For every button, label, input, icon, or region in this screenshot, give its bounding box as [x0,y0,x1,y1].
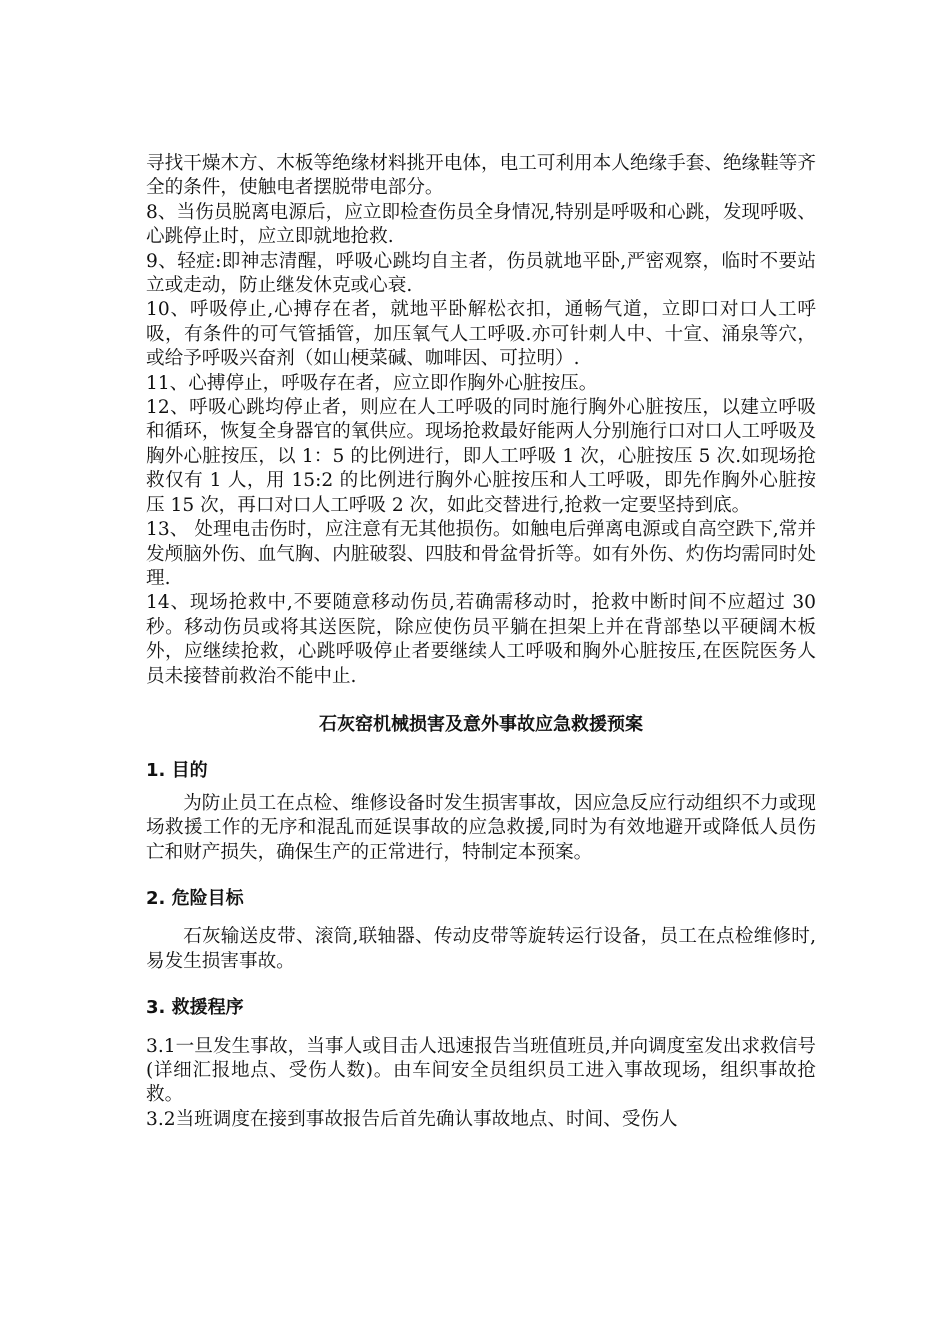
paragraph-item-8: 8、当伤员脱离电源后，应立即检查伤员全身情况,特别是呼吸和心跳，发现呼吸、心跳停止时，应立即就地抢救. [146,201,816,248]
paragraph-item-12: 12、呼吸心跳均停止者，则应在人工呼吸的同时施行胸外心脏按压，以建立呼吸和循环，恢复全身器官的氧供应。现场抢救最好能两人分别施行口对口人工呼吸及胸外心脏按压，以 1：5 的比例进行，即人工呼吸 1 次，心脏按压 5 次.如现场抢救仅有 1 人，用 15:2 的比例进行胸外心脏按压和人工呼吸，即先作胸外心脏按压 15 次，再口对口人工呼吸 2 次，如此交替进行,抢救一定要坚持到底。 [146,397,816,516]
document-page [146,152,816,1132]
paragraph-continuation: 寻找干燥木方、木板等绝缘材料挑开电体，电工可利用本人绝缘手套、绝缘鞋等齐全的条件，使触电者摆脱带电部分。 [146,153,816,199]
section-heading-hazard-target: 2. 危险目标 [146,887,244,909]
section-heading-purpose: 1. 目的 [146,760,208,782]
rescue-step-3-1: 3.1一旦发生事故，当事人或目击人迅速报告当班值班员,并向调度室发出求救信号(详细汇报地点、受伤人数)。由车间安全员组织员工进入事故现场，组织事故抢救。 [146,1035,816,1106]
paragraph-item-13: 13、 处理电击伤时，应注意有无其他损伤。如触电后弹离电源或自高空跌下,常并发颅脑外伤、血气胸、内脏破裂、四肢和骨盆骨折等。如有外伤、灼伤均需同时处理. [146,519,816,589]
section-body-purpose: 为防止员工在点检、维修设备时发生损害事故，因应急反应行动组织不力或现场救援工作的无序和混乱而延误事故的应急救援,同时为有效地避开或降低人员伤亡和财产损失，确保生产的正常进行，特制定本预案。 [146,792,816,863]
paragraph-item-14: 14、现场抢救中,不要随意移动伤员,若确需移动时，抢救中断时间不应超过 30 秒。移动伤员或将其送医院，除应使伤员平躺在担架上并在背部垫以平硬阔木板外，应继续抢救，心跳呼吸停止者要继续人工呼吸和胸外心脏按压,在医院医务人员未接替前救治不能中止. [146,592,816,687]
rescue-step-3-2: 3.2当班调度在接到事故报告后首先确认事故地点、时间、受伤人 [146,1108,678,1130]
document-title: 石灰窑机械损害及意外事故应急救援预案 [319,713,643,735]
section-heading-rescue-procedure: 3. 救援程序 [146,997,244,1019]
paragraph-item-11: 11、心搏停止，呼吸存在者，应立即作胸外心脏按压。 [146,372,598,394]
paragraph-item-10: 10、呼吸停止,心搏存在者，就地平卧解松衣扣，通畅气道，立即口对口人工呼吸，有条件的可气管插管，加压氧气人工呼吸.亦可针刺人中、十宣、涌泉等穴，或给予呼吸兴奋剂（如山梗菜碱、咖啡因、可拉明）. [146,299,816,370]
section-body-hazard-target: 石灰输送皮带、滚筒,联轴器、传动皮带等旋转运行设备，员工在点检维修时,易发生损害事故。 [146,926,816,972]
paragraph-item-9: 9、轻症:即神志清醒，呼吸心跳均自主者，伤员就地平卧,严密观察，临时不要站立或走动，防止继发休克或心衰. [146,250,816,297]
